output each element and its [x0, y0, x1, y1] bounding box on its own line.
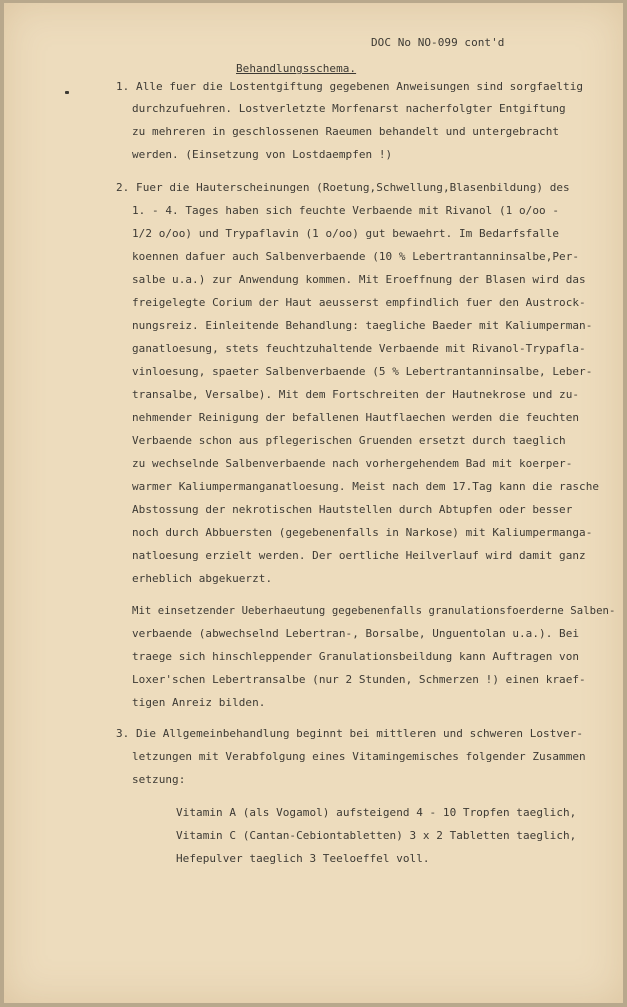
text-line: zu wechselnde Salbenverbaende nach vorhergehendem Bad mit koerper- [132, 457, 573, 470]
text-line: nungsreiz. Einleitende Behandlung: taegliche Baeder mit Kaliumperman- [132, 319, 593, 332]
text-line: 3. Die Allgemeinbehandlung beginnt bei mittleren und schweren Lostver- [116, 727, 584, 740]
ink-mark [65, 91, 69, 94]
text-line: natloesung erzielt werden. Der oertliche Heilverlauf wird damit ganz [132, 549, 586, 562]
text-line: durchzufuehren. Lostverletzte Morfenarst nacherfolgter Entgiftung [132, 102, 566, 115]
text-line: ganatloesung, stets feuchtzuhaltende Verbaende mit Rivanol-Trypafla- [132, 342, 586, 355]
document-title: Behandlungsschema. [236, 62, 357, 75]
text-line: traege sich hinschleppender Granulationsbeildung kann Auftragen von [132, 650, 580, 663]
text-line: 1. - 4. Tages haben sich feuchte Verbaende mit Rivanol (1 o/oo - [132, 204, 560, 217]
text-line: vinloesung, spaeter Salbenverbaende (5 % Lebertrantanninsalbe, Leber- [132, 365, 593, 378]
document-reference: DOC No NO-099 cont'd [371, 36, 505, 49]
text-line: Vitamin A (als Vogamol) aufsteigend 4 - 10 Tropfen taeglich, [176, 806, 577, 819]
text-line: tigen Anreiz bilden. [132, 696, 266, 709]
text-line: Verbaende schon aus pflegerischen Gruenden ersetzt durch taeglich [132, 434, 566, 447]
text-line: Hefepulver taeglich 3 Teeloeffel voll. [176, 852, 430, 865]
text-line: transalbe, Versalbe). Mit dem Fortschreiten der Hautnekrose und zu- [132, 388, 580, 401]
text-line: salbe u.a.) zur Anwendung kommen. Mit Eroeffnung der Blasen wird das [132, 273, 586, 286]
text-line: 1. Alle fuer die Lostentgiftung gegebenen Anweisungen sind sorgfaeltig [116, 80, 584, 93]
text-line: 1/2 o/oo) und Trypaflavin (1 o/oo) gut bewaehrt. Im Bedarfsfalle [132, 227, 560, 240]
text-line: warmer Kaliumpermanganatloesung. Meist nach dem 17.Tag kann die rasche [132, 480, 600, 493]
text-line: setzung: [132, 773, 186, 786]
text-line: verbaende (abwechselnd Lebertran-, Borsalbe, Unguentolan u.a.). Bei [132, 627, 580, 640]
text-line: erheblich abgekuerzt. [132, 572, 273, 585]
text-line: Loxer'schen Lebertransalbe (nur 2 Stunden, Schmerzen !) einen kraef- [132, 673, 586, 686]
text-line: Abstossung der nekrotischen Hautstellen durch Abtupfen oder besser [132, 503, 573, 516]
text-line: 2. Fuer die Hauterscheinungen (Roetung,Schwellung,Blasenbildung) des [116, 181, 570, 194]
text-line: koennen dafuer auch Salbenverbaende (10 % Lebertrantanninsalbe,Per- [132, 250, 580, 263]
document-page [4, 3, 623, 1003]
text-line: nehmender Reinigung der befallenen Hautflaechen werden die feuchten [132, 411, 580, 424]
text-line: letzungen mit Verabfolgung eines Vitamingemisches folgender Zusammen [132, 750, 586, 763]
text-line: noch durch Abbuersten (gegebenenfalls in Narkose) mit Kaliumpermanga- [132, 526, 593, 539]
text-line: freigelegte Corium der Haut aeusserst empfindlich fuer den Austrock- [132, 296, 586, 309]
text-line: Vitamin C (Cantan-Cebiontabletten) 3 x 2 Tabletten taeglich, [176, 829, 577, 842]
text-line: zu mehreren in geschlossenen Raeumen behandelt und untergebracht [132, 125, 560, 138]
text-line: werden. (Einsetzung von Lostdaempfen !) [132, 148, 393, 161]
text-line: Mit einsetzender Ueberhaeutung gegebenenfalls granulationsfoerderne Salben- [132, 604, 616, 617]
